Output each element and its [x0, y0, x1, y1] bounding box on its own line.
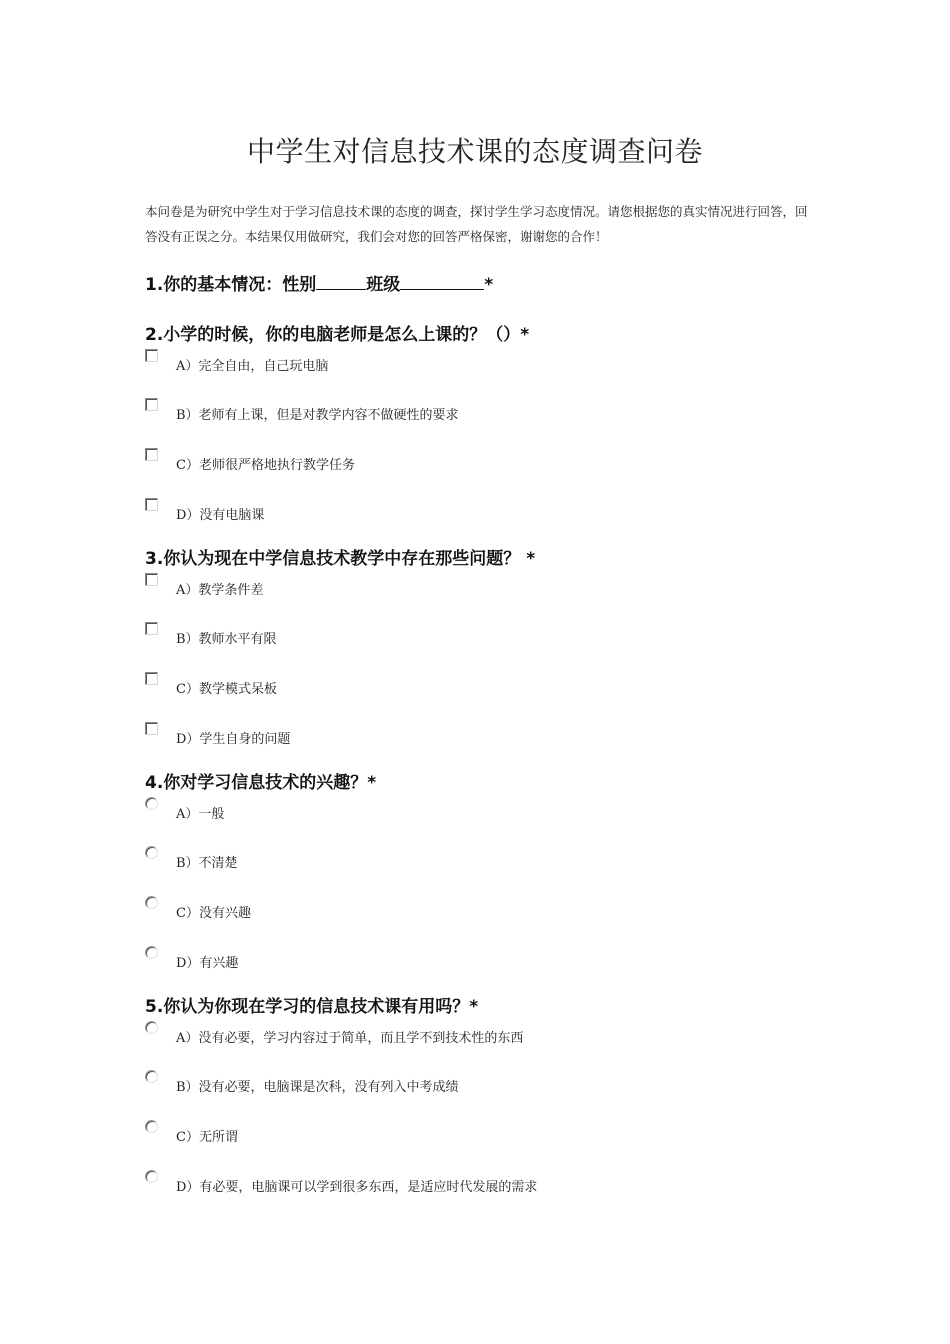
option-label: B）教师水平有限: [176, 632, 277, 647]
option-label: C）无所谓: [176, 1130, 238, 1145]
q5-option-c[interactable]: [145, 1120, 745, 1145]
option-label: D）学生自身的问题: [176, 732, 291, 747]
checkbox[interactable]: [145, 448, 158, 461]
option-label: A）没有必要，学习内容过于简单，而且学不到技术性的东西: [176, 1031, 524, 1046]
q4-option-a[interactable]: [145, 797, 745, 822]
option-label: C）老师很严格地执行教学任务: [176, 458, 355, 473]
option-label: B）没有必要，电脑课是次科，没有列入中考成绩: [176, 1080, 459, 1095]
question-1-prefix: 1.你的基本情况：性别: [145, 275, 317, 295]
q5-option-d[interactable]: [145, 1170, 745, 1195]
radio-button[interactable]: [145, 1070, 158, 1083]
option-label: A）完全自由，自己玩电脑: [176, 359, 329, 374]
q4-option-d[interactable]: [145, 946, 745, 971]
question-1-required-mark: *: [484, 275, 494, 295]
radio-button[interactable]: [145, 1170, 158, 1183]
radio-button[interactable]: [145, 1021, 158, 1034]
option-label: B）老师有上课，但是对教学内容不做硬性的要求: [176, 408, 459, 423]
checkbox[interactable]: [145, 349, 158, 362]
q2-option-d[interactable]: [145, 498, 745, 523]
option-label: D）没有电脑课: [176, 508, 265, 523]
option-label: D）有必要，电脑课可以学到很多东西，是适应时代发展的需求: [176, 1180, 538, 1195]
q3-option-a[interactable]: [145, 573, 745, 598]
q2-option-c[interactable]: [145, 448, 745, 473]
radio-button[interactable]: [145, 797, 158, 810]
question-5: 5.你认为你现在学习的信息技术课有用吗？*: [145, 997, 479, 1017]
option-label: D）有兴趣: [176, 956, 239, 971]
option-label: A）教学条件差: [176, 583, 264, 598]
q5-option-b[interactable]: [145, 1070, 745, 1095]
checkbox[interactable]: [145, 498, 158, 511]
option-label: B）不清楚: [176, 856, 238, 871]
q3-option-d[interactable]: [145, 722, 745, 747]
class-blank[interactable]: [400, 273, 484, 290]
radio-button[interactable]: [145, 896, 158, 909]
checkbox[interactable]: [145, 672, 158, 685]
q3-option-b[interactable]: [145, 622, 745, 647]
question-1-middle: 班级: [366, 275, 401, 295]
checkbox[interactable]: [145, 573, 158, 586]
page-title: 中学生对信息技术课的态度调查问卷: [246, 135, 703, 168]
checkbox[interactable]: [145, 398, 158, 411]
option-label: C）没有兴趣: [176, 906, 251, 921]
q2-option-a[interactable]: [145, 349, 745, 374]
checkbox[interactable]: [145, 622, 158, 635]
radio-button[interactable]: [145, 1120, 158, 1133]
question-3: 3.你认为现在中学信息技术教学中存在那些问题？ *: [145, 549, 536, 569]
question-1: [145, 270, 493, 295]
option-label: A）一般: [176, 807, 225, 822]
q2-option-b[interactable]: [145, 398, 745, 423]
q5-option-a[interactable]: [145, 1021, 745, 1046]
radio-button[interactable]: [145, 846, 158, 859]
q3-option-c[interactable]: [145, 672, 745, 697]
q4-option-b[interactable]: [145, 846, 745, 871]
option-label: C）教学模式呆板: [176, 682, 277, 697]
question-4: 4.你对学习信息技术的兴趣？*: [145, 773, 377, 793]
gender-blank[interactable]: [316, 273, 366, 290]
intro-paragraph: 本问卷是为研究中学生对于学习信息技术课的态度的调查，探讨学生学习态度情况。请您根据您的真实情况进行回答，回答没有正误之分。本结果仅用做研究，我们会对您的回答严格保密，谢谢您的合作！: [145, 204, 808, 244]
checkbox[interactable]: [145, 722, 158, 735]
q4-option-c[interactable]: [145, 896, 745, 921]
question-2: 2.小学的时候，你的电脑老师是怎么上课的？（）*: [145, 325, 530, 345]
radio-button[interactable]: [145, 946, 158, 959]
